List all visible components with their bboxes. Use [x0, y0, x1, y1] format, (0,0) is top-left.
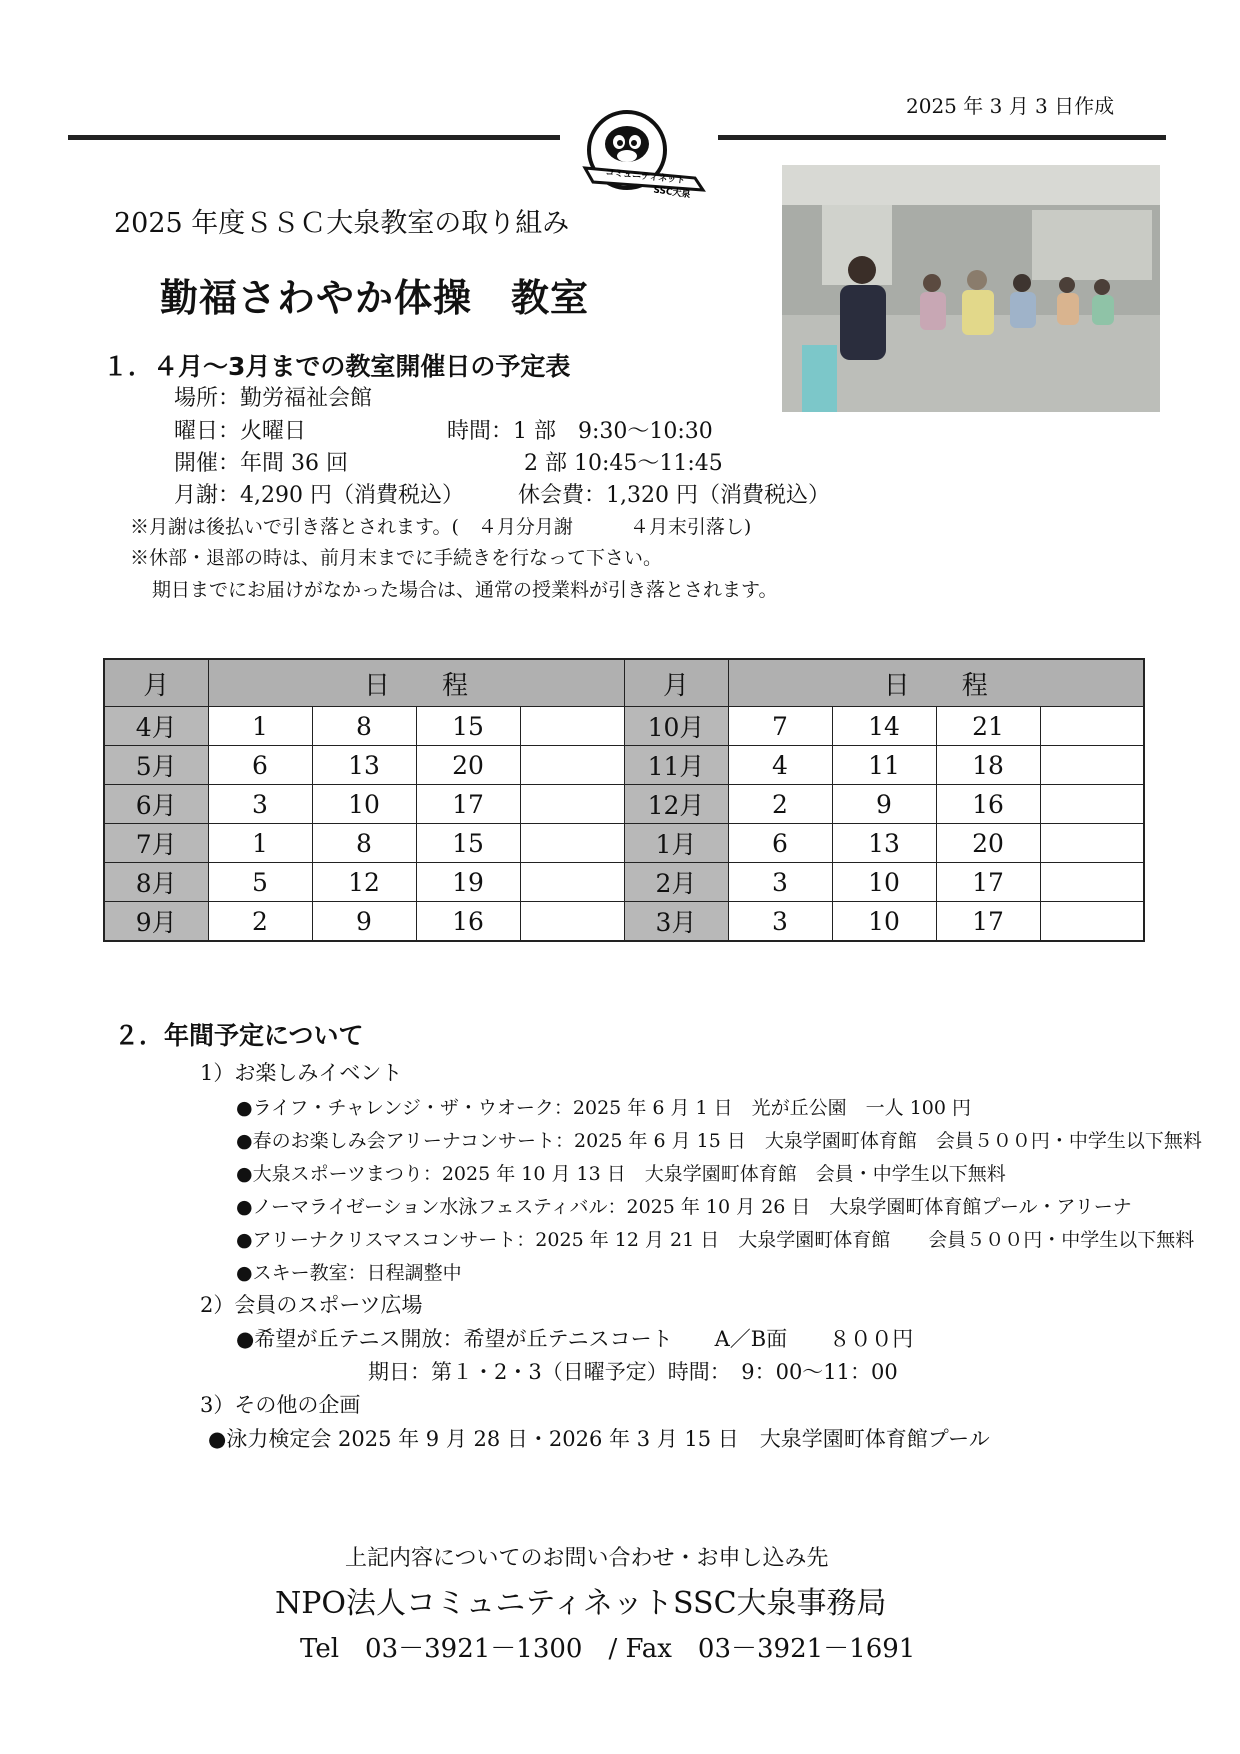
contact-intro: 上記内容についてのお問い合わせ・お申し込み先	[345, 1546, 829, 1571]
day-cell: 19	[416, 863, 520, 902]
place-text: 場所：勤労福祉会館	[174, 386, 373, 411]
subtitle: 2025 年度ＳＳＣ大泉教室の取り組み	[114, 208, 570, 239]
table-row	[104, 824, 1144, 863]
month-cell: 5月	[104, 746, 208, 785]
table-row	[104, 785, 1144, 824]
time1-text: 時間：1 部 9:30～10:30	[447, 419, 713, 444]
day-cell: 5	[208, 863, 312, 902]
day-cell: 2	[728, 785, 832, 824]
svg-text:SSC大泉: SSC大泉	[652, 185, 691, 201]
class-photo-image	[782, 165, 1160, 412]
header-rule-left	[68, 135, 560, 140]
day-cell: 13	[832, 824, 936, 863]
day-cell: 10	[832, 902, 936, 942]
day-cell	[520, 824, 624, 863]
sports-subheading: 2）会員のスポーツ広場	[200, 1293, 423, 1317]
day-cell	[520, 863, 624, 902]
day-cell: 3	[728, 863, 832, 902]
weekday-text: 曜日：火曜日	[174, 419, 307, 444]
month-cell: 6月	[104, 785, 208, 824]
day-cell: 14	[832, 707, 936, 746]
swim-test-text: ●泳力検定会 2025 年 9 月 28 日・2026 年 3 月 15 日 大泉学園町体育館プール	[208, 1427, 990, 1451]
page-title: 勤福さわやか体操 教室	[160, 276, 590, 320]
month-cell: 2月	[624, 863, 728, 902]
table-row	[104, 707, 1144, 746]
day-cell: 16	[936, 785, 1040, 824]
events-subheading: 1）お楽しみイベント	[200, 1061, 403, 1085]
list-item: ●大泉スポーツまつり：2025 年 10 月 13 日 大泉学園町体育館 会員・中学生以下無料	[236, 1163, 1006, 1185]
list-item: ●スキー教室：日程調整中	[236, 1262, 462, 1284]
day-cell: 17	[936, 902, 1040, 942]
table-row	[104, 863, 1144, 902]
day-cell: 10	[832, 863, 936, 902]
day-cell: 7	[728, 707, 832, 746]
header-month-right: 月	[624, 659, 728, 707]
leave-fee-text: 休会費：1,320 円（消費税込）	[518, 483, 830, 508]
day-cell: 4	[728, 746, 832, 785]
note-leave: ※休部・退部の時は、前月末までに手続きを行なって下さい。	[130, 547, 663, 569]
day-cell	[1040, 785, 1144, 824]
day-cell: 8	[312, 707, 416, 746]
fee-text: 月謝：4,290 円（消費税込）	[174, 483, 464, 508]
day-cell: 11	[832, 746, 936, 785]
schedule-header-row	[104, 659, 1144, 707]
month-cell: 11月	[624, 746, 728, 785]
schedule-table	[103, 658, 1145, 942]
day-cell	[520, 902, 624, 942]
contact-tel-fax: Tel 03－3921－1300 / Fax 03－3921－1691	[300, 1634, 916, 1664]
table-row	[104, 746, 1144, 785]
day-cell	[1040, 824, 1144, 863]
note-deadline: 期日までにお届けがなかった場合は、通常の授業料が引き落とされます。	[152, 579, 778, 601]
held-text: 開催：年間 36 回	[174, 451, 348, 476]
month-cell: 10月	[624, 707, 728, 746]
day-cell: 10	[312, 785, 416, 824]
list-item: ●ライフ・チャレンジ・ザ・ウオーク：2025 年 6 月 1 日 光が丘公園 一人 100 円	[236, 1097, 971, 1119]
day-cell	[1040, 902, 1144, 942]
month-cell: 3月	[624, 902, 728, 942]
contact-org: NPO法人コミュニティネットSSC大泉事務局	[275, 1586, 887, 1621]
day-cell: 1	[208, 707, 312, 746]
day-cell: 12	[312, 863, 416, 902]
month-cell: 4月	[104, 707, 208, 746]
day-cell: 13	[312, 746, 416, 785]
header-days-right: 日 程	[728, 659, 1144, 707]
section1-heading: １．４月～3月までの教室開催日の予定表	[103, 352, 571, 381]
day-cell: 3	[208, 785, 312, 824]
day-cell: 6	[208, 746, 312, 785]
header-days-left: 日 程	[208, 659, 624, 707]
svg-text:コミュニティネット: コミュニティネット	[604, 167, 686, 187]
day-cell: 9	[312, 902, 416, 942]
other-subheading: 3）その他の企画	[200, 1393, 361, 1417]
time2-text: 2 部 10:45～11:45	[524, 451, 723, 476]
day-cell: 16	[416, 902, 520, 942]
note-payment: ※月謝は後払いで引き落とされます。( ４月分月謝 ４月末引落し)	[130, 516, 752, 538]
section2-heading: ２．年間予定について	[114, 1021, 364, 1050]
day-cell: 17	[936, 863, 1040, 902]
date-created: 2025 年 3 月 3 日作成	[906, 94, 1115, 118]
day-cell	[1040, 707, 1144, 746]
list-item: ●ノーマライゼーション水泳フェスティバル：2025 年 10 月 26 日 大泉学園町体育館プール・アリーナ	[236, 1196, 1132, 1218]
day-cell: 9	[832, 785, 936, 824]
day-cell	[1040, 746, 1144, 785]
day-cell: 20	[936, 824, 1040, 863]
day-cell: 17	[416, 785, 520, 824]
day-cell	[520, 707, 624, 746]
month-cell: 7月	[104, 824, 208, 863]
tennis-time-text: 期日：第１・2・3（日曜予定）時間： 9：00～11：00	[368, 1360, 898, 1384]
table-row	[104, 902, 1144, 942]
day-cell: 20	[416, 746, 520, 785]
day-cell: 6	[728, 824, 832, 863]
day-cell	[1040, 863, 1144, 902]
day-cell: 15	[416, 707, 520, 746]
day-cell: 3	[728, 902, 832, 942]
tennis-text: ●希望が丘テニス開放：希望が丘テニスコート A／B面 ８００円	[236, 1327, 914, 1351]
day-cell: 2	[208, 902, 312, 942]
day-cell: 21	[936, 707, 1040, 746]
month-cell: 9月	[104, 902, 208, 942]
header-month-left: 月	[104, 659, 208, 707]
header-rule-right	[718, 135, 1166, 140]
month-cell: 12月	[624, 785, 728, 824]
day-cell: 8	[312, 824, 416, 863]
list-item: ●春のお楽しみ会アリーナコンサート：2025 年 6 月 15 日 大泉学園町体育館 会員５００円・中学生以下無料	[236, 1130, 1202, 1152]
month-cell: 8月	[104, 863, 208, 902]
ssc-logo	[575, 108, 710, 208]
day-cell: 1	[208, 824, 312, 863]
day-cell	[520, 746, 624, 785]
month-cell: 1月	[624, 824, 728, 863]
day-cell: 15	[416, 824, 520, 863]
list-item: ●アリーナクリスマスコンサート：2025 年 12 月 21 日 大泉学園町体育館 会員５００円・中学生以下無料	[236, 1229, 1195, 1251]
day-cell	[520, 785, 624, 824]
day-cell: 18	[936, 746, 1040, 785]
